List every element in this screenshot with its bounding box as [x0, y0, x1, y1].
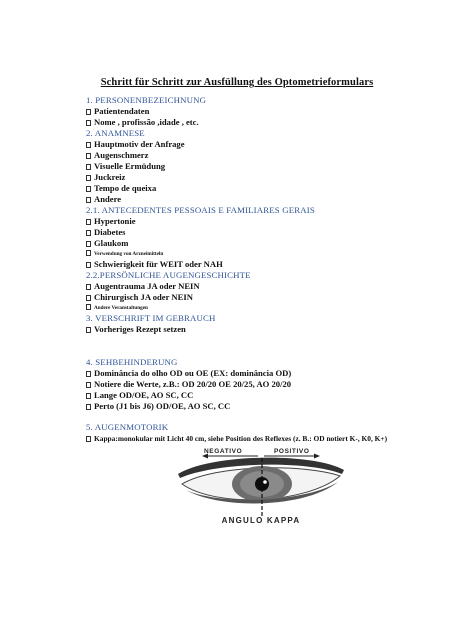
checkbox-icon — [86, 304, 91, 310]
checkbox-icon — [86, 250, 91, 256]
list-item: Hauptmotiv der Anfrage — [86, 139, 185, 150]
checkbox-icon — [86, 109, 91, 115]
arrow-right-icon — [314, 454, 320, 459]
section-heading-personenbezeichnung: 1. PERSONENBEZEICHNUNG — [86, 95, 207, 105]
checkbox-icon — [86, 197, 91, 203]
list-item: Perto (J1 bis J6) OD/OE, AO SC, CC — [86, 401, 230, 412]
list-item: Patientendaten — [86, 106, 149, 117]
list-item: Dominância do olho OD ou OE (EX: dominância OD) — [86, 368, 291, 379]
list-item: Tempo de queixa — [86, 183, 156, 194]
list-item: Chirurgisch JA oder NEIN — [86, 292, 193, 303]
section-heading-augenmotorik: 5. AUGENMOTORIK — [86, 422, 169, 432]
checkbox-icon — [86, 382, 91, 388]
page-title: Schritt für Schritt zur Ausfüllung des Optometrieformulars — [100, 77, 374, 88]
checkbox-icon — [86, 284, 91, 290]
section-heading-antecedentes: 2.1. ANTECEDENTES PESSOAIS E FAMILIARES GERAIS — [86, 205, 315, 215]
section-heading-augengeschichte: 2.2.PERSÖNLICHE AUGENGESCHICHTE — [86, 270, 251, 280]
list-item: Diabetes — [86, 227, 126, 238]
checkbox-icon — [86, 241, 91, 247]
list-item: Visuelle Ermüdung — [86, 161, 165, 172]
list-item: Augenschmerz — [86, 150, 148, 161]
checkbox-icon — [86, 120, 91, 126]
section-heading-anamnese: 2. ANAMNESE — [86, 128, 145, 138]
light-reflex — [263, 480, 267, 484]
list-item: Notiere die Werte, z.B.: OD 20/20 OE 20/25, AO 20/20 — [86, 379, 291, 390]
section-heading-verschrift: 3. VERSCHRIFT IM GEBRAUCH — [86, 313, 216, 323]
kappa-angle-eye-figure — [176, 446, 346, 524]
checkbox-icon — [86, 230, 91, 236]
list-item: Lange OD/OE, AO SC, CC — [86, 390, 193, 401]
checkbox-icon — [86, 164, 91, 170]
checkbox-icon — [86, 262, 91, 268]
checkbox-icon — [86, 153, 91, 159]
list-item: Vorheriges Rezept setzen — [86, 324, 186, 335]
section-heading-sehbehinderung: 4. SEHBEHINDERUNG — [86, 357, 178, 367]
checkbox-icon — [86, 436, 91, 442]
list-item: Juckreiz — [86, 172, 125, 183]
checkbox-icon — [86, 175, 91, 181]
list-item: Verwendung von Arzneimitteln — [86, 249, 163, 260]
checkbox-icon — [86, 295, 91, 301]
list-item: Schwierigkeit für WEIT oder NAH — [86, 259, 223, 270]
checkbox-icon — [86, 142, 91, 148]
list-item: Andere — [86, 194, 121, 205]
figure-caption: ANGULO KAPPA — [221, 516, 301, 524]
checkbox-icon — [86, 371, 91, 377]
positive-label: POSITIVO — [274, 448, 310, 455]
list-item: Glaukom — [86, 238, 128, 249]
checkbox-icon — [86, 186, 91, 192]
checkbox-icon — [86, 404, 91, 410]
list-item: Augentrauma JA oder NEIN — [86, 281, 200, 292]
list-item: Andere Veranstaltungen — [86, 303, 148, 314]
list-item: Kappa:monokular mit Licht 40 cm, siehe Position des Reflexes (z. B.: OD notiert K-, K0, K+) — [86, 433, 387, 444]
negative-label: NEGATIVO — [204, 448, 243, 455]
checkbox-icon — [86, 219, 91, 225]
checkbox-icon — [86, 393, 91, 399]
checkbox-icon — [86, 327, 91, 333]
list-item: Nome , profissão ,idade , etc. — [86, 117, 199, 128]
list-item: Hypertonie — [86, 216, 136, 227]
